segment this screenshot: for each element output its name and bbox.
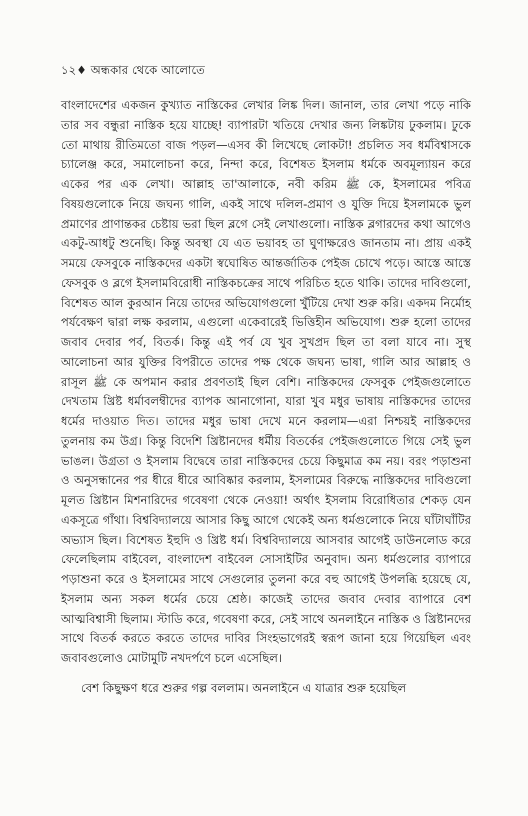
paragraph-main: বাংলাদেশের একজন কুখ্যাত নাস্তিকের লেখার লিঙ্ক দিল। জানাল, তার লেখা পড়ে নাকি তার সব বন্ধুরা নাস্তিক হয়ে যাচ্ছে! ব্যাপারটা খতিয়ে দেখার জন্য লিঙ্কটায় ঢুকলাম। ঢুকে তো মাথায় রীতিমতো বাজ পড়ল—এসব কী লিখেছে লোকটা! প্রচলিত সব ধর্মবিশ্বাসকে চ্যালেঞ্জ করে, সমালোচনা করে, নিন্দা করে, বিশেষত ইসলাম ধর্মকে অবমূল্যায়ন করে একের পর এক লেখা। আল্লাহ তা'আলাকে, নবী করিম ﷺ কে, ইসলামের পবিত্র বিষয়গুলোকে নিয়ে জঘন্য গালি, একই সাথে দলিল-প্রমাণ ও যুক্তি দিয়ে ইসলামকে ভুল প্রমাণের প্রাণান্তকর চেষ্টায় ভরা ছিল ব্লগে সেই লেখাগুলো। নাস্তিক ব্লগারদের কথা আগেও একটু-আধটু শুনেছি। কিন্তু অবস্থা যে এত ভয়াবহ তা ঘুণাক্ষরেও জানতাম না। প্রায় একই সময়ে ফেসবুকে নাস্তিকদের একটা স্বঘোষিত আন্তর্জাতিক পেইজ চোখে পড়ে। আস্তে আস্তে ফেসবুক ও ব্লগে ইসলামবিরোধী নাস্তিকচক্রের সাথে পরিচিত হতে থাকি। তাদের দাবিগুলো, বিশেষত আল কুরআন নিয়ে তাদের অভিযোগগুলো খুঁটিয়ে দেখা শুরু করি। একদম নির্মোহ পর্যবেক্ষণ দ্বারা লক্ষ করলাম, এগুলো একেবারেই ভিত্তিহীন অভিযোগ। শুরু হলো তাদের জবাব দেবার পর্ব, বিতর্ক। কিন্তু এই পর্ব যে খুব সুখপ্রদ ছিল তা বলা যাবে না। সুস্থ আলোচনা আর যুক্তির বিপরীতে তাদের পক্ষ থেকে জঘন্য ভাষা, গালি আর আল্লাহ ও রাসূল ﷺ কে অপমান করার প্রবণতাই ছিল বেশি। নাস্তিকদের ফেসবুক পেইজগুলোতে দেখতাম খ্রিষ্ট ধর্মাবলম্বীদের ব্যাপক আনাগোনা, যারা খুব মধুর ভাষায় নাস্তিকদের তাদের ধর্মের দাওয়াত দিত। তাদের মধুর ভাষা দেখে মনে করলাম—এরা নিশ্চয়ই নাস্তিকদের তুলনায় কম উগ্র। কিন্তু বিদেশি খ্রিষ্টানদের ধর্মীয় বিতর্কের পেইজগুলোতে গিয়ে সেই ভুল ভাঙল। উগ্রতা ও ইসলাম বিদ্বেষে তারা নাস্তিকদের চেয়ে কিছুমাত্র কম নয়। বরং পড়াশুনা ও অনুসন্ধানের পর ধীরে ধীরে আবিষ্কার করলাম, ইসলামের বিরুদ্ধে নাস্তিকদের দাবিগুলো মূলত খ্রিষ্টান মিশনারিদের গবেষণা থেকে নেওয়া! অর্থাৎ ইসলাম বিরোধিতার শেকড় যেন একসূত্রে গাঁথা। বিশ্ববিদ্যালয়ে আসার কিছু আগে থেকেই অন্য ধর্মগুলোকে নিয়ে ঘাঁটাঘাঁটির অভ্যাস ছিল। বিশেষত ইহুদি ও খ্রিষ্ট ধর্ম। বিশ্ববিদ্যালয়ে আসবার আগেই ডাউনলোড করে ফেলেছিলাম বাইবেল, বাংলাদেশ বাইবেল সোসাইটির অনুবাদ। অন্য ধর্মগুলোর ব্যাপারে পড়াশুনা করে ও ইসলামের সাথে সেগুলোর তুলনা করে বহু আগেই উপলব্ধি হয়েছে যে, ইসলাম অন্য সকল ধর্মের চেয়ে শ্রেষ্ঠ। কাজেই তাদের জবাব দেবার ব্যাপারে বেশ আত্মবিশ্বাসী ছিলাম। স্টাডি করে, গবেষণা করে, সেই সাথে অনলাইনে নাস্তিক ও খ্রিষ্টানদের সাথে বিতর্ক করতে করতে তাদের দাবির সিংহভাগেরই স্বরূপ জানা হয়ে গিয়েছিল এবং জবাবগুলোও মোটামুটি নখদর্পণে চলে এসেছিল। [61,98,471,665]
paragraph-next: বেশ কিছুক্ষণ ধরে শুরুর গল্প বললাম। অনলাইনে এ যাত্রার শুরু হয়েছিল [81,680,407,695]
running-head: ১২♦ অন্ধকার থেকে আলোতে [61,63,205,77]
body-text [61,96,471,699]
